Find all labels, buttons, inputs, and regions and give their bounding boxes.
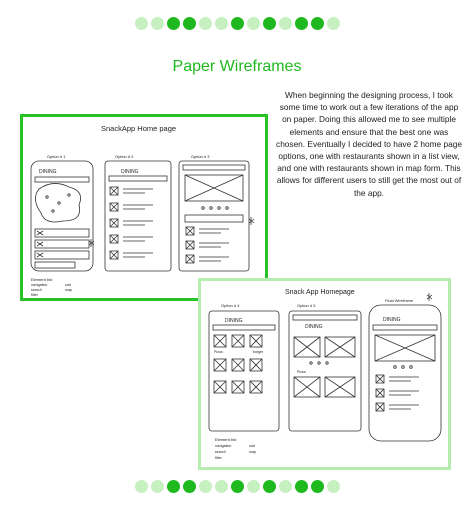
sketch2-heading: Snack App Homepage [285,289,355,296]
page-title: Paper Wireframes [172,58,302,75]
decorative-dot [199,480,212,493]
decorative-dot [247,480,260,493]
decorative-dot [231,17,244,30]
sketch2-phone4-burger: burger [253,350,264,354]
decorative-dot [247,17,260,30]
sketch2-final: Final Wireframe [385,298,414,303]
sketch1-phone-3 [179,161,249,271]
sketch2-option5: Option # 5 [297,303,316,308]
decorative-dot [135,480,148,493]
sketch2-phone4-pizza: Pizza [214,350,223,354]
sketch1-element-map: map [65,288,72,292]
sketch1-phone2-dining: DINING [121,169,139,175]
decorative-dot [183,480,196,493]
decorative-dot [183,17,196,30]
sketch1-option3: Option # 3 [191,154,210,159]
sketch1-element-navigation: navigation [31,283,48,287]
decorative-dot [311,480,324,493]
decorative-dot [215,17,228,30]
sketch1-element-filter: filter [31,293,38,297]
decorative-dot [311,17,324,30]
sketch1-element-cart: cart [65,283,71,287]
sketch2-element-search: search [215,450,226,454]
decorative-dot [263,480,276,493]
dots-row-top [0,17,474,30]
sketch2-element-navigation: navigation [215,444,232,448]
sketch2-elements-title: Element list: [215,437,237,442]
wireframe-sketch-2 [198,278,451,470]
sketch1-option2: Option # 2 [115,154,134,159]
sketch1-heading: SnackApp Home page [101,124,177,133]
decorative-dot [327,480,340,493]
decorative-dot [263,17,276,30]
sketch2-option4: Option # 4 [221,303,240,308]
decorative-dot [151,480,164,493]
decorative-dot [199,17,212,30]
decorative-dot [295,480,308,493]
sketch2-element-map: map [249,450,256,454]
description-text: When beginning the designing process, I took some time to work out a few iterations of the app on paper. Doing this allowed me to see multiple elements and ensure that the best one was chosen. Eventually I decided to have 2 home page options, one with restaurants shown in a list view, and one with restaurants shown in map form. This allows for different users to still get the most out of the app. [276,90,462,198]
decorative-dot [231,480,244,493]
decorative-dot [295,17,308,30]
sketch1-elements-title: Element list: [31,277,53,282]
decorative-dot [279,17,292,30]
sketch2-phone4-dining: DINING [225,318,243,324]
sketch2-phone5-pizza: Pizza [297,370,306,374]
sketch2-element-filter: filter [215,456,222,460]
decorative-dot [279,480,292,493]
decorative-dot [135,17,148,30]
decorative-dot [151,17,164,30]
sketch2-phone5-dining: DINING [305,324,323,330]
sketch1-option1: Option # 1 [47,154,66,159]
wireframe-sketch-1 [20,114,268,301]
dots-row-bottom [0,480,474,493]
sketch1-phone1-dining: DINING [39,169,57,175]
sketch2-element-cart: cart [249,444,255,448]
decorative-dot [167,17,180,30]
decorative-dot [327,17,340,30]
decorative-dot [167,480,180,493]
decorative-dot [215,480,228,493]
sketch1-element-search: search [31,288,42,292]
sketch2-final-dining: DINING [383,317,401,323]
